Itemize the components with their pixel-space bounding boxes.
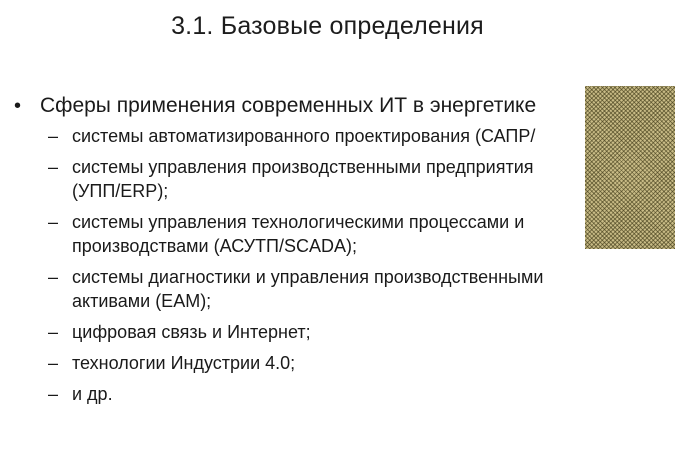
slide-content — [14, 92, 634, 413]
dash-icon: – — [48, 157, 59, 177]
sub-bullet-text: системы управления производственными предприятия (УПП/ERP); — [72, 157, 534, 201]
sub-bullet-text: цифровая связь и Интернет; — [72, 322, 311, 342]
sub-bullet-list — [14, 124, 634, 406]
sub-bullet-item — [48, 210, 612, 258]
dash-icon: – — [48, 384, 59, 404]
dash-icon: – — [48, 267, 59, 287]
sub-bullet-text: технологии Индустрии 4.0; — [72, 353, 296, 373]
sub-bullet-item — [48, 155, 612, 203]
sub-bullet-item — [48, 382, 612, 406]
dash-icon: – — [48, 322, 59, 342]
sub-bullet-text: и др. — [72, 384, 113, 404]
sub-bullet-text: системы автоматизированного проектирования (САПР/ — [72, 126, 536, 146]
sub-bullet-item — [48, 124, 612, 148]
main-bullet — [14, 92, 634, 120]
sub-bullet-text: системы диагностики и управления производственными активами (EAM); — [72, 267, 544, 311]
sub-bullet-item — [48, 320, 612, 344]
sub-bullet-text: системы управления технологическими процессами и производствами (АСУТП/SCADA); — [72, 212, 525, 256]
sub-bullet-item — [48, 351, 612, 375]
slide-title: 3.1. Базовые определения — [171, 12, 484, 40]
dash-icon: – — [48, 353, 59, 373]
dash-icon: – — [48, 212, 59, 232]
decorative-pattern-box — [585, 86, 675, 249]
main-bullet-text: Сферы применения современных ИТ в энергетике — [40, 94, 537, 117]
dash-icon: – — [48, 126, 59, 146]
bullet-dot-icon: • — [14, 95, 22, 117]
sub-bullet-item — [48, 265, 612, 313]
